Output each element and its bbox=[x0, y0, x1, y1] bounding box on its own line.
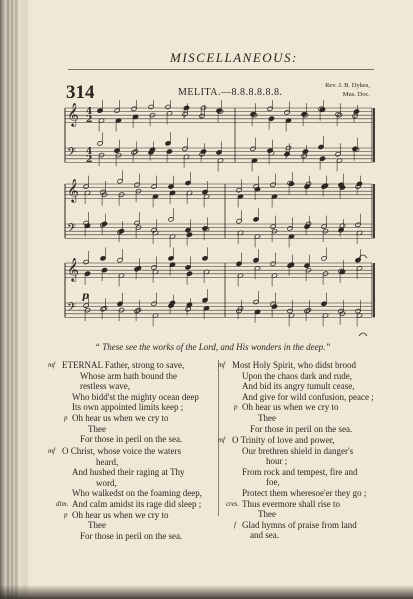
time-signature-top: 4 bbox=[86, 147, 93, 157]
verse-line-text: For those in peril on the sea. bbox=[80, 434, 183, 445]
verse-line bbox=[62, 510, 212, 521]
music-score bbox=[60, 100, 378, 338]
verse-line-text: Oh hear us when we cry to bbox=[242, 402, 339, 413]
dynamic-mark: mf bbox=[218, 361, 225, 369]
verse-line-text: For those in peril on the sea. bbox=[80, 530, 183, 541]
dynamic-mark: p bbox=[64, 510, 68, 519]
verse-2 bbox=[48, 446, 212, 541]
fermata-icon bbox=[359, 333, 367, 336]
verse-line-text: O Trinity of love and power, bbox=[232, 435, 335, 445]
dynamic-mark: cres. bbox=[226, 499, 240, 508]
hymn-number: 314 bbox=[66, 82, 95, 103]
verse-line bbox=[232, 424, 382, 435]
verse-3 bbox=[218, 360, 382, 434]
hymn-epigraph: “ These see the works of the Lord, and His wonders in the deep.” bbox=[95, 342, 331, 352]
verse-line bbox=[232, 509, 382, 520]
verse-line bbox=[232, 371, 382, 382]
verse-line bbox=[218, 435, 382, 446]
verse-4 bbox=[218, 435, 382, 541]
verse-line bbox=[62, 424, 212, 435]
time-signature-bottom: 2 bbox=[86, 155, 93, 165]
verse-line-text: Our brethren shield in danger's bbox=[242, 445, 354, 456]
dynamic-mark: p bbox=[64, 413, 68, 422]
verse-line bbox=[232, 456, 382, 467]
page-bottom-shadow bbox=[0, 585, 413, 599]
verse-line bbox=[232, 488, 382, 499]
verse-line-text: Most Holy Spirit, who didst brood bbox=[232, 360, 357, 370]
verse-line-text: And bid its angry tumult cease, bbox=[242, 381, 355, 392]
verse-line bbox=[62, 371, 212, 382]
verse-line-text: Thee bbox=[88, 423, 106, 434]
verse-line bbox=[232, 381, 382, 392]
dynamic-mark: mf bbox=[48, 447, 55, 455]
verse-line bbox=[232, 520, 382, 531]
verse-line-text: Whose arm hath bound the bbox=[80, 370, 177, 381]
treble-clef-icon: 𝄞 bbox=[67, 178, 79, 202]
verse-line-text: And hushed their raging at Thy bbox=[72, 467, 185, 478]
verse-line-text: and sea. bbox=[250, 530, 279, 541]
verse-line bbox=[62, 457, 212, 468]
bass-clef-icon: 𝄢 bbox=[67, 146, 77, 162]
verse-line bbox=[232, 413, 382, 424]
verse-line-text: Its own appointed limits keep ; bbox=[72, 402, 184, 413]
verse-line bbox=[48, 446, 212, 457]
page-header: MISCELLANEOUS: bbox=[170, 50, 298, 65]
verse-line bbox=[218, 360, 382, 371]
verse-line-text: Thee bbox=[88, 520, 106, 531]
verse-line bbox=[232, 446, 382, 457]
verse-line-text: Glad hymns of praise from land bbox=[242, 519, 357, 530]
verse-line-text: Who walkedst on the foaming deep, bbox=[72, 488, 202, 499]
bass-clef-icon: 𝄢 bbox=[67, 301, 77, 317]
book-binding-edge bbox=[0, 0, 30, 599]
treble-clef-icon: 𝄞 bbox=[67, 257, 79, 281]
verse-line-text: Thee bbox=[258, 509, 276, 520]
verse-line-text: foe, bbox=[266, 477, 280, 488]
verse-line bbox=[62, 467, 212, 478]
verse-line bbox=[48, 360, 212, 371]
verse-1 bbox=[48, 360, 212, 445]
verse-line bbox=[62, 413, 212, 424]
verse-line-text: And calm amidst its rage did sleep ; bbox=[72, 498, 202, 509]
verse-line bbox=[232, 467, 382, 478]
verse-line-text: Oh hear us when we cry to bbox=[72, 412, 169, 423]
verse-line bbox=[62, 520, 212, 531]
verse-line-text: Upon the chaos dark and rude, bbox=[242, 370, 352, 381]
tune-name: MELITA.—8.8.8.8.8.8. bbox=[178, 87, 283, 98]
verse-line-text: From rock and tempest, fire and bbox=[242, 466, 358, 477]
verse-line-text: heard, bbox=[96, 456, 119, 467]
verse-line-text: restless wave, bbox=[80, 381, 130, 392]
dynamic-mark: mf bbox=[218, 436, 225, 444]
verse-line bbox=[62, 531, 212, 542]
verse-line-text: word, bbox=[96, 477, 117, 488]
verse-line bbox=[62, 392, 212, 403]
verse-line-text: Thee bbox=[258, 412, 276, 423]
verse-line-text: And give for wild confusion, peace ; bbox=[242, 391, 374, 402]
verse-line bbox=[62, 381, 212, 392]
dynamic-mark: f bbox=[234, 520, 236, 529]
verse-line bbox=[232, 392, 382, 403]
verse-line-text: hour ; bbox=[266, 456, 288, 467]
verse-line bbox=[232, 402, 382, 413]
verse-line bbox=[232, 530, 382, 541]
verse-line bbox=[232, 477, 382, 488]
verse-line-text: Oh hear us when we cry to bbox=[72, 509, 169, 520]
verse-line-text: ETERNAL Father, strong to save, bbox=[62, 360, 185, 370]
verse-line bbox=[62, 478, 212, 489]
bass-clef-icon: 𝄢 bbox=[67, 222, 77, 238]
time-signature-bottom: 2 bbox=[86, 115, 93, 125]
composer-credit bbox=[304, 81, 370, 99]
dynamic-mark-p: p bbox=[82, 291, 89, 302]
dynamic-mark: p bbox=[234, 403, 238, 412]
verse-line bbox=[62, 488, 212, 499]
time-signature-top: 4 bbox=[86, 107, 93, 117]
verse-line-text: Who bidd'st the mighty ocean deep bbox=[72, 391, 199, 402]
verse-line bbox=[226, 498, 382, 510]
composer-degree: Mus. Doc. bbox=[342, 91, 370, 98]
verse-line-text: Protect them wheresoe'er they go ; bbox=[242, 487, 367, 498]
verse-line bbox=[56, 498, 212, 510]
verse-line-text: For those in peril on the sea. bbox=[250, 423, 353, 434]
composer-name: Rev. J. B. Dykes, bbox=[325, 82, 370, 89]
verse-line-text: Thus evermore shall rise to bbox=[242, 498, 340, 509]
treble-clef-icon: 𝄞 bbox=[67, 102, 79, 126]
verse-line bbox=[62, 434, 212, 445]
dynamic-mark: dim. bbox=[56, 499, 69, 508]
verse-line-text: O Christ, whose voice the waters bbox=[62, 446, 181, 456]
dynamic-mark: mf bbox=[48, 361, 55, 369]
verse-line bbox=[62, 402, 212, 413]
header-rule bbox=[68, 69, 374, 70]
